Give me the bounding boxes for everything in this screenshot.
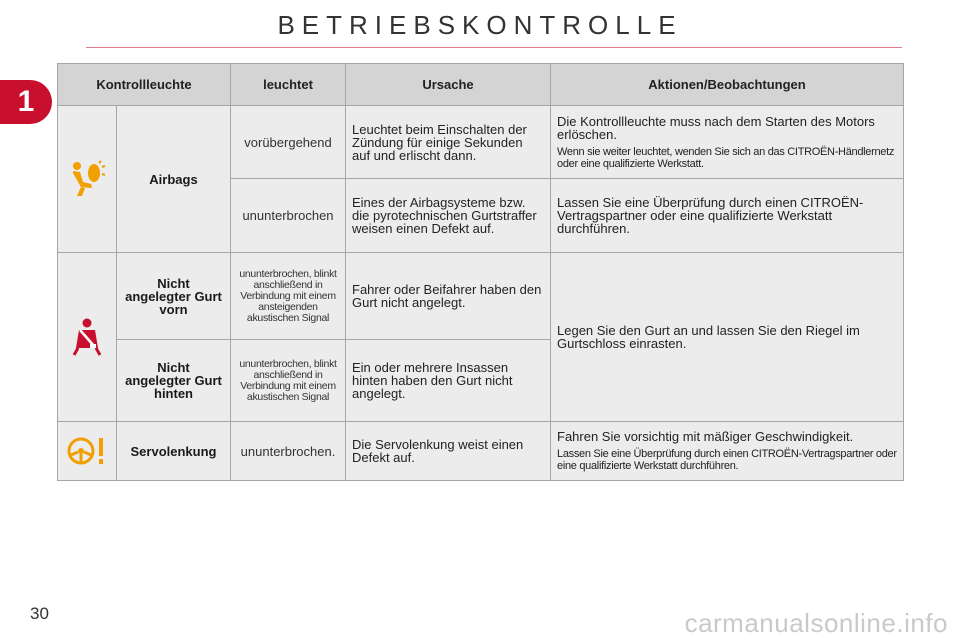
seatbelt-action: Legen Sie den Gurt an und lassen Sie den Riegel im Gurtschloss einrasten. xyxy=(551,253,904,422)
airbag-action-1-text: Die Kontrollleuchte muss nach dem Starten des Motors erlöschen. xyxy=(557,113,875,142)
steering-action-text: Fahren Sie vorsichtig mit mäßiger Geschwindigkeit. xyxy=(557,429,854,444)
table-header-row xyxy=(58,64,904,106)
airbag-icon-cell xyxy=(58,106,117,253)
seatbelt-rear-status: ununterbrochen, blinkt anschließend in Verbindung mit einem akustischen Signal xyxy=(231,340,346,422)
table-row xyxy=(58,253,904,340)
airbag-action-1 xyxy=(551,106,904,179)
warning-lights-table xyxy=(57,63,904,481)
title-rule xyxy=(86,47,902,48)
seatbelt-icon-cell xyxy=(58,253,117,422)
airbag-status-continuous: ununterbrochen xyxy=(231,179,346,253)
table-row xyxy=(58,106,904,179)
header-ursache: Ursache xyxy=(346,64,551,106)
airbag-cause-2: Eines der Airbagsysteme bzw. die pyrotechnischen Gurtstraffer weisen einen Defekt auf. xyxy=(346,179,551,253)
seatbelt-front-status: ununterbrochen, blinkt anschließend in Verbindung mit einem ansteigenden akustischen Signal xyxy=(231,253,346,340)
seatbelt-rear-label: Nicht angelegter Gurt hinten xyxy=(117,340,231,422)
airbag-action-2: Lassen Sie eine Überprüfung durch einen CITROËN-Vertragspartner oder eine qualifizierte Werkstatt durchführen. xyxy=(551,179,904,253)
steering-status: ununterbrochen. xyxy=(231,422,346,481)
steering-label: Servolenkung xyxy=(117,422,231,481)
seatbelt-rear-cause: Ein oder mehrere Insassen hinten haben den Gurt nicht angelegt. xyxy=(346,340,551,422)
airbag-icon xyxy=(67,159,107,199)
watermark: carmanualsonline.info xyxy=(684,608,948,638)
airbag-cause-1: Leuchtet beim Einschalten der Zündung für einige Sekunden auf und erlischt dann. xyxy=(346,106,551,179)
steering-action-note: Lassen Sie eine Überprüfung durch einen CITROËN-Vertragspartner oder eine qualifizierte Werkstatt durchführen. xyxy=(557,448,897,472)
chapter-tab: 1 xyxy=(0,80,52,124)
page-title: BETRIEBSKONTROLLE xyxy=(277,10,683,40)
airbag-action-1-note: Wenn sie weiter leuchtet, wenden Sie sich an das CITROËN-Händlernetz oder eine qualifizierte Werkstatt. xyxy=(557,145,895,170)
power-steering-icon xyxy=(66,435,108,467)
steering-cause: Die Servolenkung weist einen Defekt auf. xyxy=(346,422,551,481)
header-leuchtet: leuchtet xyxy=(231,64,346,106)
airbag-status-temporary: vorübergehend xyxy=(231,106,346,179)
seatbelt-front-label: Nicht angelegter Gurt vorn xyxy=(117,253,231,340)
header-kontrollleuchte: Kontrollleuchte xyxy=(58,64,231,106)
header-aktionen: Aktionen/Beobachtungen xyxy=(551,64,904,106)
table-row xyxy=(58,422,904,481)
seatbelt-icon xyxy=(70,318,104,356)
airbags-label: Airbags xyxy=(117,106,231,253)
seatbelt-front-cause: Fahrer oder Beifahrer haben den Gurt nicht angelegt. xyxy=(346,253,551,340)
page-number: 30 xyxy=(30,604,49,623)
steering-action xyxy=(551,422,904,481)
steering-icon-cell xyxy=(58,422,117,481)
